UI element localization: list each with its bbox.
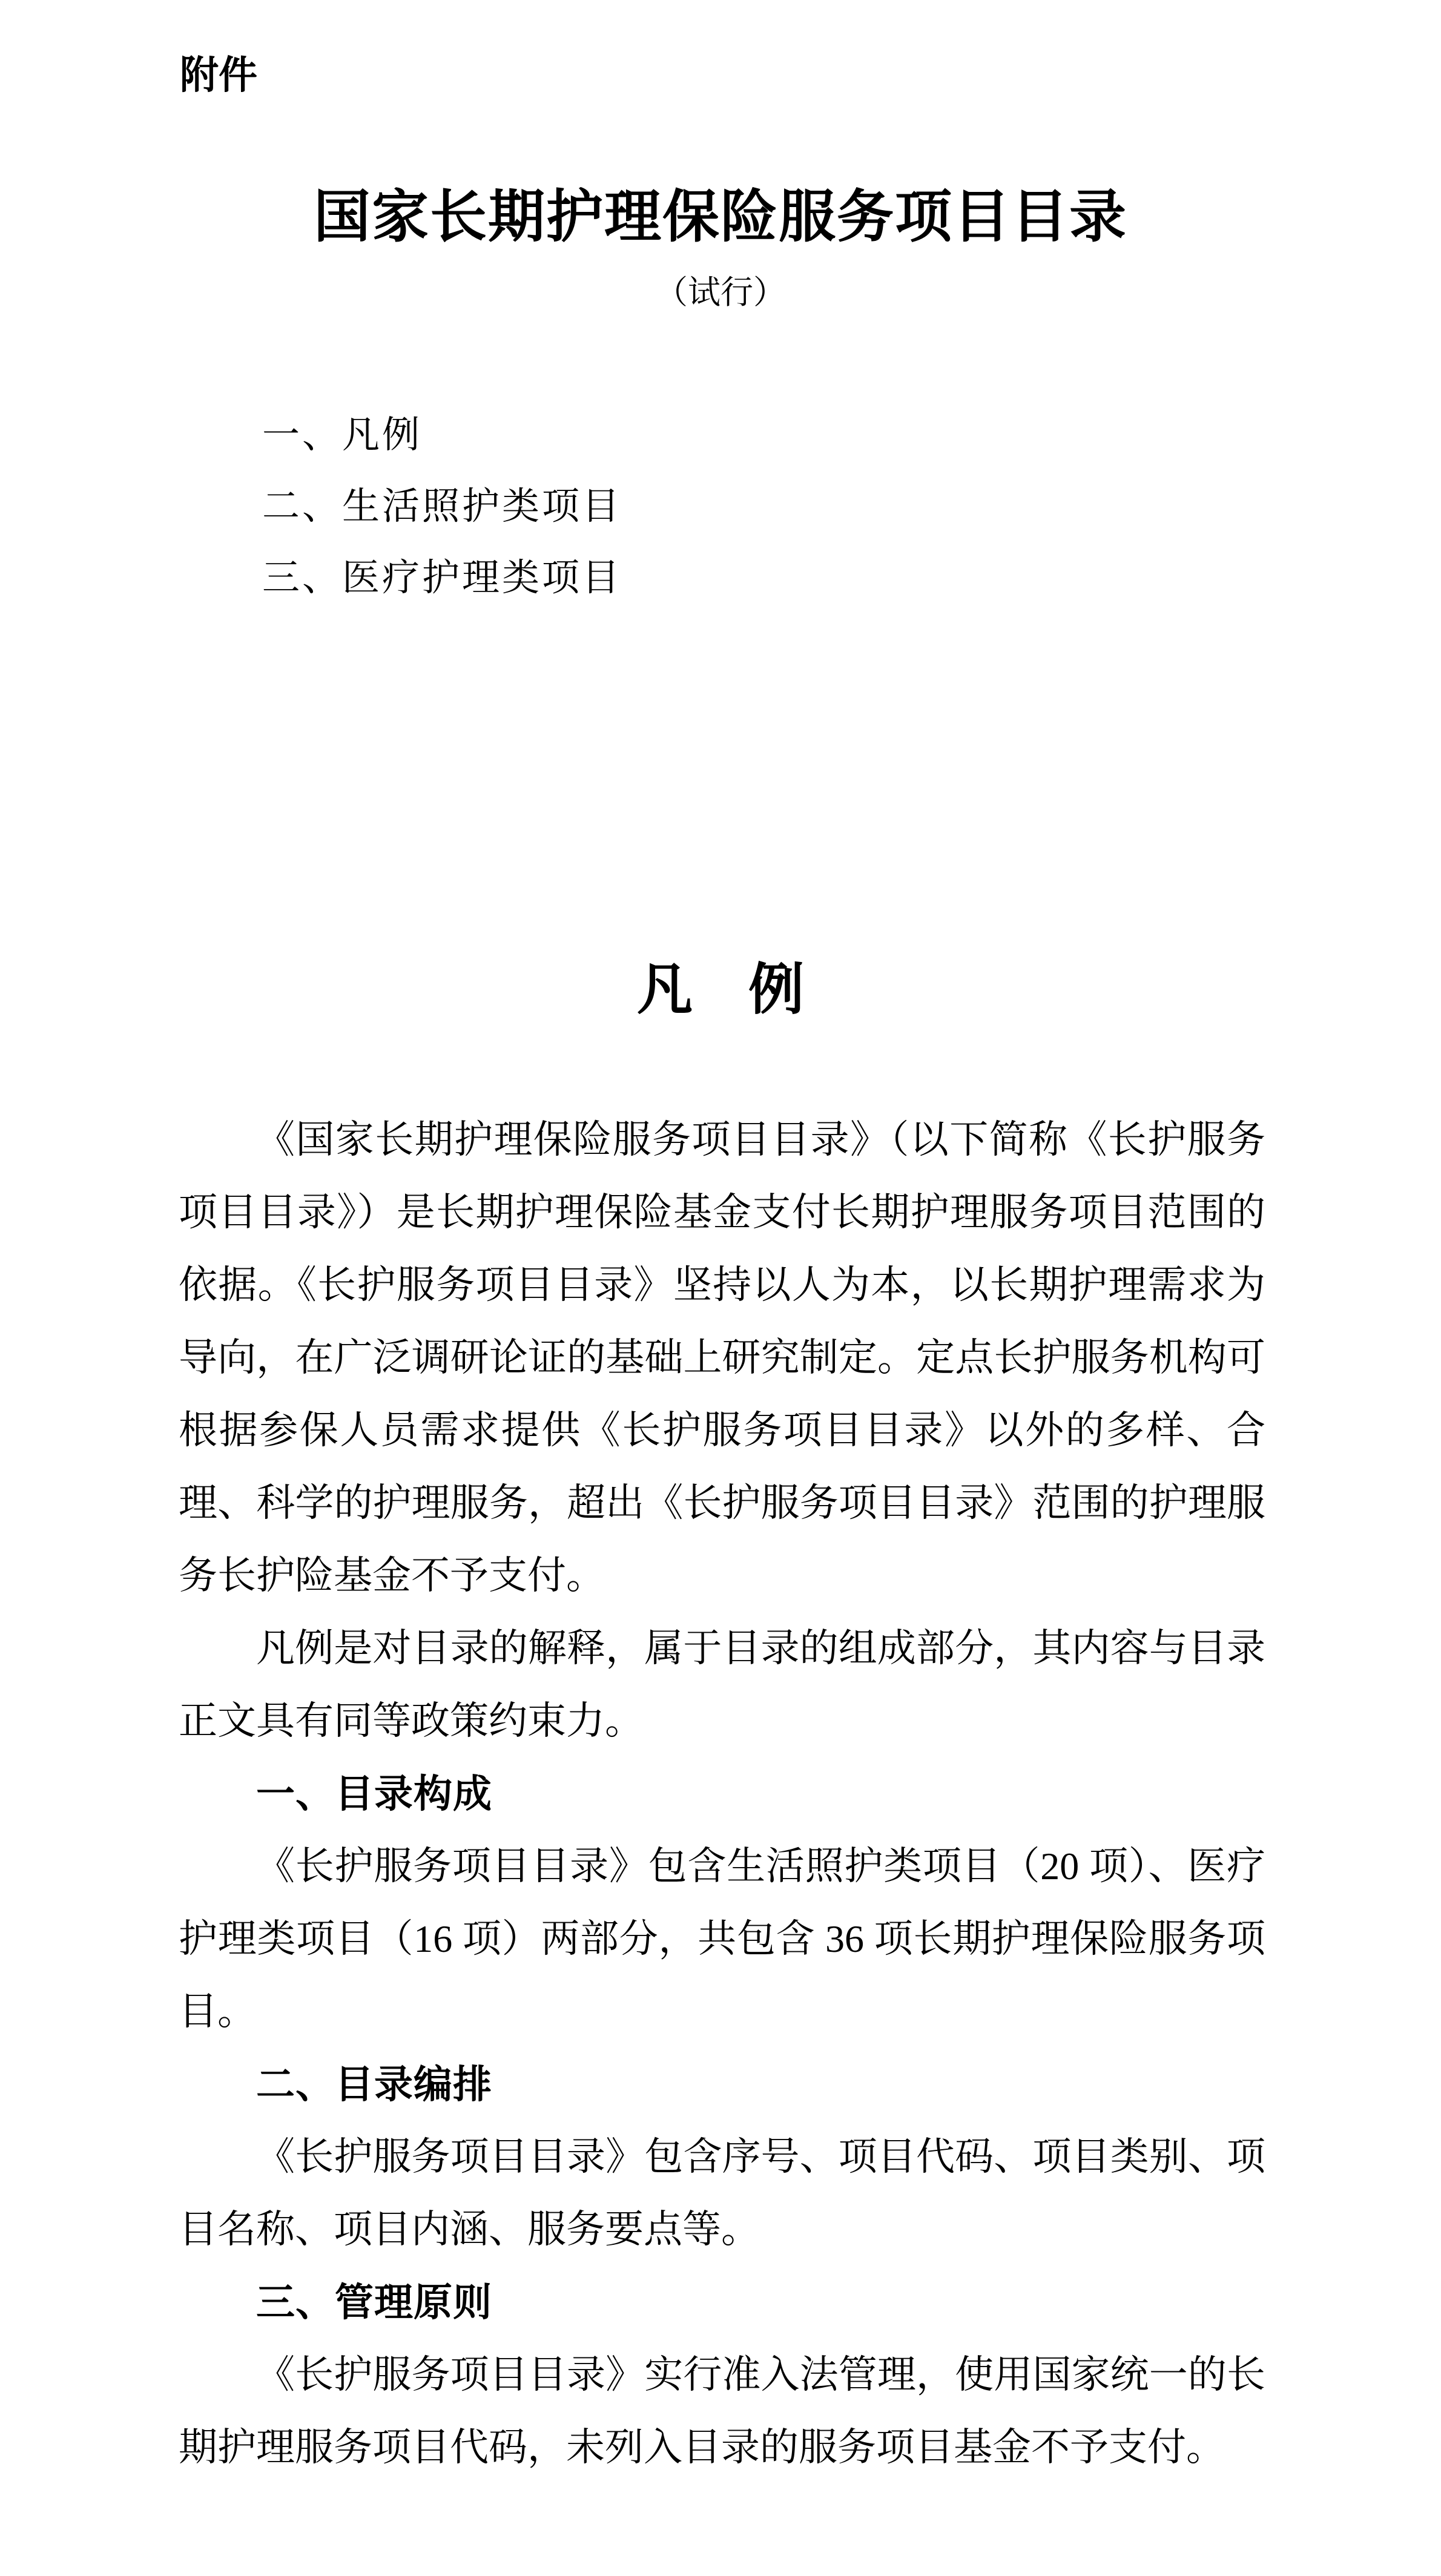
paragraph-fanli-explanation: 凡例是对目录的解释，属于目录的组成部分，其内容与目录正文具有同等政策约束力。	[179, 1627, 1265, 1742]
sub-heading-management-principles: 三、管理原则	[256, 2281, 492, 2324]
paragraph-management-principles: 《长护服务项目目录》实行准入法管理，使用国家统一的长期护理服务项目代码，未列入目录的服务项目基金不予支付。	[179, 2353, 1265, 2469]
attachment-label: 附件	[180, 53, 257, 97]
toc-item-medical-care-projects: 三、医疗护理类项目	[262, 558, 622, 599]
sub-heading-catalog-arrangement: 二、目录编排	[256, 2063, 492, 2106]
section-heading-fanli: 凡 例	[636, 959, 804, 1021]
document-subtitle: （试行）	[655, 274, 786, 311]
document-body	[179, 1104, 1265, 2484]
document-title: 国家长期护理保险服务项目目录	[313, 186, 1127, 249]
paragraph-catalog-arrangement: 《长护服务项目目录》包含序号、项目代码、项目类别、项目名称、项目内涵、服务要点等。	[179, 2135, 1265, 2251]
paragraph-catalog-basis: 《国家长期护理保险服务项目目录》（以下简称《长护服务项目目录》）是长期护理保险基金支付长期护理服务项目范围的依据。《长护服务项目目录》坚持以人为本，以长期护理需求为导向，在广泛调研论证的基础上研究制定。定点长护服务机构可根据参保人员需求提供《长护服务项目目录》以外的多样、合理、科学的护理服务，超出《长护服务项目目录》范围的护理服务长护险基金不予支付。	[179, 1118, 1265, 1597]
toc-item-fanli: 一、凡例	[262, 415, 423, 456]
table-of-contents	[262, 400, 622, 614]
paragraph-catalog-composition: 《长护服务项目目录》包含生活照护类项目（20 项）、医疗护理类项目（16 项）两部分，共包含 36 项长期护理保险服务项目。	[179, 1845, 1265, 2033]
toc-item-life-care-projects: 二、生活照护类项目	[262, 486, 622, 527]
sub-heading-catalog-composition: 一、目录构成	[256, 1772, 492, 1816]
